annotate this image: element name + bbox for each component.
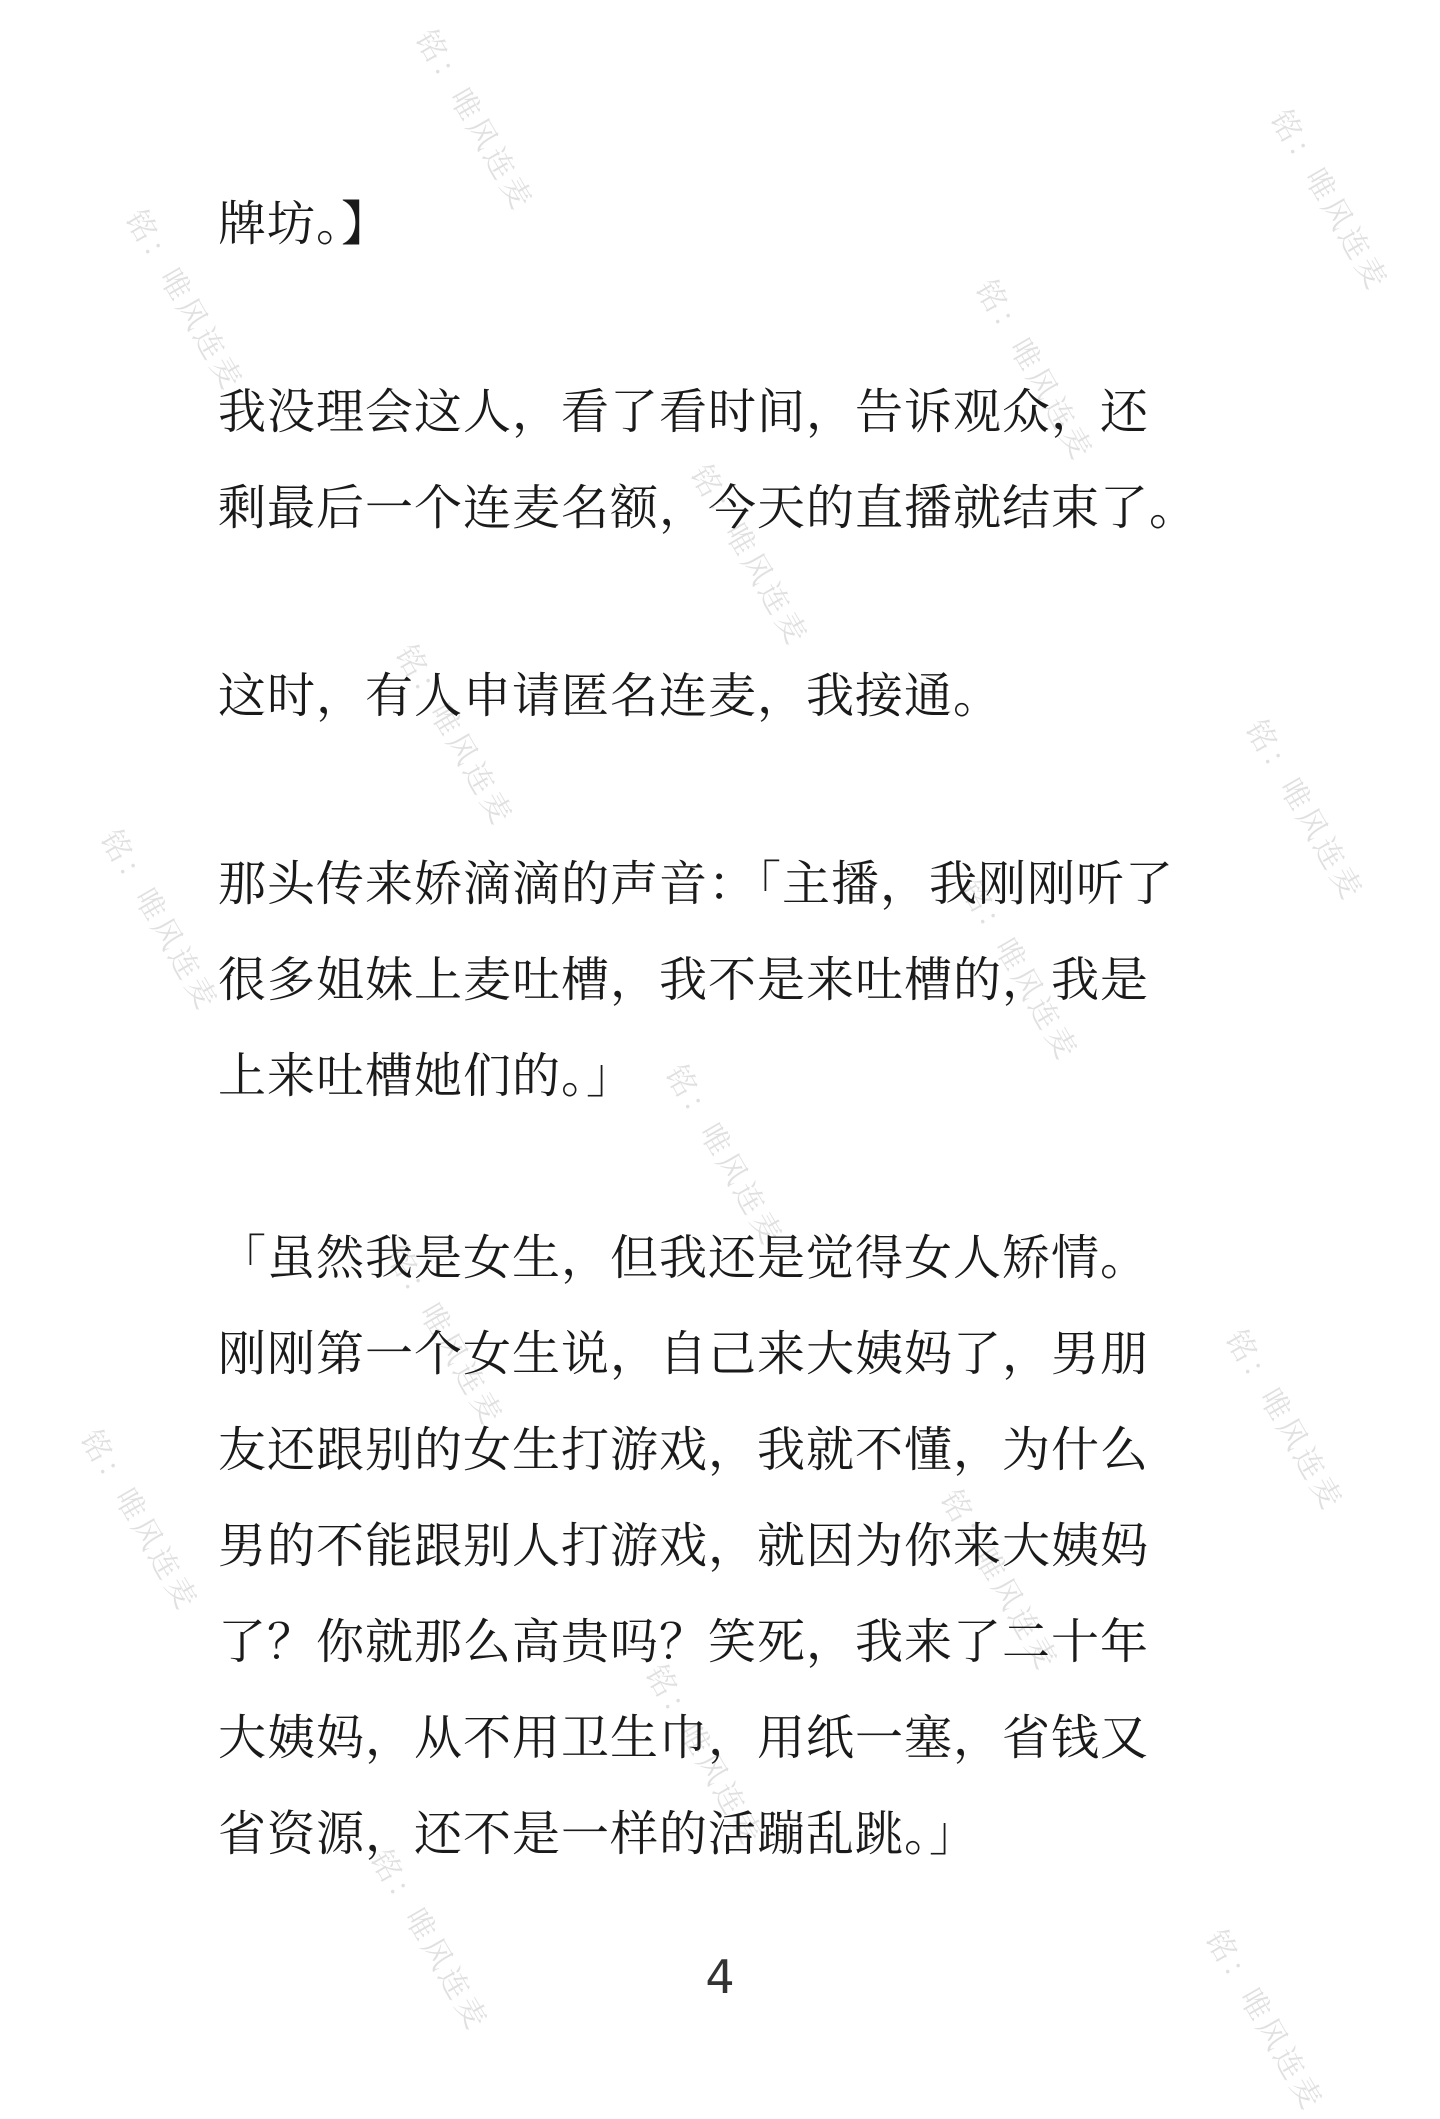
paragraph (218, 1210, 1228, 1882)
watermark: 铭：唯风连麦 (72, 1424, 206, 1619)
watermark: 铭：唯风连麦 (92, 824, 226, 1019)
watermark: 铭：唯风连麦 (932, 1484, 1066, 1679)
text-line: 这时，有人申请匿名连麦，我接通。 (218, 668, 1003, 724)
watermark: 铭：唯风连麦 (1217, 1324, 1351, 1519)
paragraph (218, 176, 1228, 272)
watermark: 铭：唯风连麦 (1197, 1924, 1331, 2119)
paragraph (218, 836, 1228, 1124)
paragraph (218, 364, 1228, 556)
watermark: 铭：唯风连麦 (682, 459, 816, 654)
text-line: 很多姐妹上麦吐槽，我不是来吐槽的，我是 (218, 952, 1150, 1008)
text-line: 大姨妈，从不用卫生巾，用纸一塞，省钱又 (218, 1710, 1150, 1766)
watermark: 铭：唯风连麦 (1262, 104, 1396, 299)
watermark: 铭：唯风连麦 (362, 1844, 496, 2039)
text-line: 上来吐槽她们的。」 (218, 1048, 636, 1104)
text-line: 省资源，还不是一样的活蹦乱跳。」 (218, 1806, 979, 1862)
text-line: 那头传来娇滴滴的声音：「主播，我刚刚听了 (218, 856, 1175, 912)
text-line: 「虽然我是女生，但我还是觉得女人矫情。 (218, 1230, 1150, 1286)
text-line: 我没理会这人，看了看时间，告诉观众，还 (218, 384, 1150, 440)
watermark: 铭：唯风连麦 (387, 639, 521, 834)
watermark: 铭：唯风连麦 (117, 204, 251, 399)
watermark: 铭：唯风连麦 (952, 874, 1086, 1069)
watermark: 铭：唯风连麦 (967, 274, 1101, 469)
text-line: 了？你就那么高贵吗？笑死，我来了二十年 (218, 1614, 1150, 1670)
watermark: 铭：唯风连麦 (657, 1059, 791, 1254)
text-line: 刚刚第一个女生说，自己来大姨妈了，男朋 (218, 1326, 1150, 1382)
text-line: 友还跟别的女生打游戏，我就不懂，为什么 (218, 1422, 1150, 1478)
paragraph (218, 648, 1228, 744)
watermark: 铭：唯风连麦 (637, 1659, 771, 1854)
watermark: 铭：唯风连麦 (1237, 714, 1371, 909)
watermark: 铭：唯风连麦 (407, 24, 541, 219)
text-line: 男的不能跟别人打游戏，就因为你来大姨妈 (218, 1518, 1150, 1574)
text-line: 剩最后一个连麦名额，今天的直播就结束了。 (218, 480, 1199, 536)
page-number: 4 (705, 1950, 735, 2004)
watermark: 铭：唯风连麦 (377, 1239, 511, 1434)
text-line: 牌坊。】 (218, 196, 391, 252)
